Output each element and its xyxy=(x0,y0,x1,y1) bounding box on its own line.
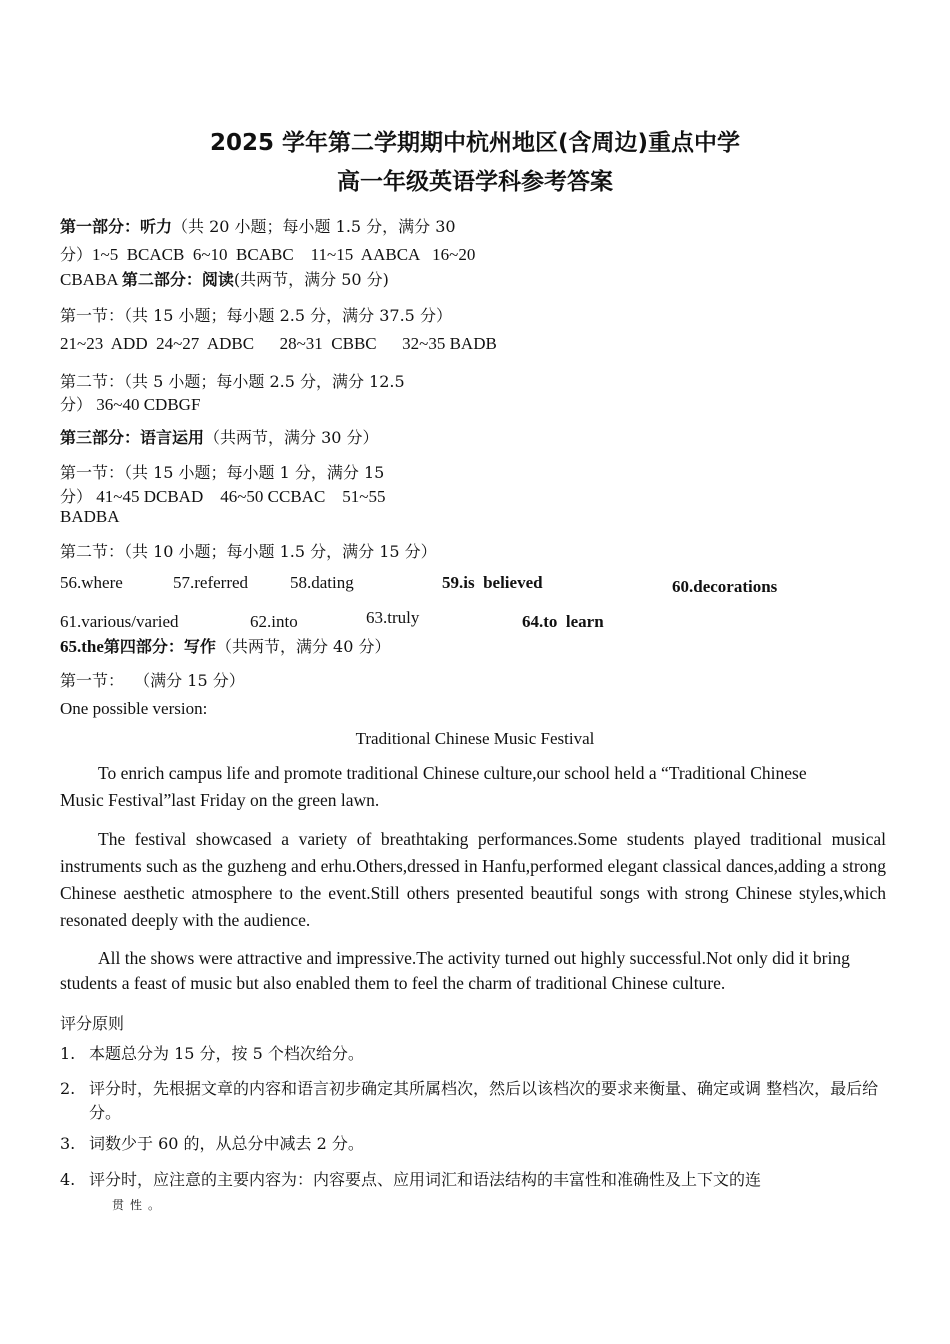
part1-line xyxy=(60,214,456,237)
part3-section1-line xyxy=(60,484,386,507)
part4-section1: 第一节： （满分 15 分） xyxy=(60,671,245,690)
part1-heading: 第一部分：听力 xyxy=(60,217,173,236)
answer-64: 64.to learn xyxy=(522,612,604,631)
possible-version-label: One possible version: xyxy=(60,699,208,718)
grading-item-text: 评分时，应注意的主要内容为：内容要点、应用词汇和语法结构的丰富性和准确性及上下文的连 xyxy=(89,1170,762,1189)
grading-item-text: 本题总分为 15 分，按 5 个档次给分。 xyxy=(89,1044,364,1063)
document-title: 2025 学年第二学期期中杭州地区(含周边)重点中学 xyxy=(209,130,741,156)
document-subtitle: 高一年级英语学科参考答案 xyxy=(337,169,613,195)
answer-60: 60.decorations xyxy=(672,577,778,596)
part1-desc: （共 20 小题；每小题 1.5 分，满分 30 xyxy=(172,217,456,236)
part4-heading: 第四部分：写作 xyxy=(103,637,216,656)
grading-heading: 评分原则 xyxy=(60,1014,125,1033)
part2-section1-answers: 21~23 ADD 24~27 ADBC 28~31 CBBC 32~35 BADB xyxy=(60,334,497,353)
part1-desc-end: 分） xyxy=(60,245,93,264)
part2-section2: 第二节：（共 5 小题；每小题 2.5 分，满分 12.5 xyxy=(60,372,405,391)
part3-desc: （共两节，满分 30 分） xyxy=(204,428,379,447)
part2-section2-line xyxy=(60,392,200,415)
part4-desc: （共两节，满分 40 分） xyxy=(215,637,391,656)
grading-item xyxy=(60,1077,880,1125)
part1-answers: 1~5 BCACB 6~10 BCABC 11~15 AABCA 16~20 xyxy=(92,245,476,264)
essay-paragraph-2: The festival showcased a variety of breathtaking performances.Some students played traditional musical instruments such as the guzheng and erhu.Others,dressed in Hanfu,performed elegant classical dances,adding a strong Chinese aesthetic atmosphere to the event.Still others presented beautiful songs with strong Chinese styles,which resonated deeply with the audience. xyxy=(60,829,886,930)
answer-59: 59.is believed xyxy=(442,573,543,592)
answer-57: 57.referred xyxy=(173,573,249,592)
part3-section2: 第二节：（共 10 小题；每小题 1.5 分，满分 15 分） xyxy=(60,542,437,561)
part2-section2-end: 分） xyxy=(60,395,93,414)
grading-item-number: 3. xyxy=(60,1134,76,1153)
grading-item-text: 评分时，先根据文章的内容和语言初步确定其所属档次，然后以该档次的要求来衡量、确定或调 整档次，最后给分。 xyxy=(89,1079,879,1122)
grading-item-text: 词数少于 60 的，从总分中减去 2 分。 xyxy=(89,1134,364,1153)
part2-heading: 第二部分：阅读 xyxy=(121,270,234,289)
answer-63: 63.truly xyxy=(366,608,420,627)
essay-paragraph-3: All the shows were attractive and impressive.The activity turned out highly successful.Not only did it bring students a feast of music but also enabled them to feel the charm of traditional Chinese culture. xyxy=(60,948,850,993)
part3-section1-answers: 41~45 DCBAD 46~50 CCBAC 51~55 xyxy=(96,487,386,506)
part3-heading: 第三部分：语言运用 xyxy=(60,428,205,447)
part3-section1-end: 分） xyxy=(60,487,93,506)
grading-item-number: 2. xyxy=(60,1079,76,1098)
answer-62: 62.into xyxy=(250,612,298,631)
part2-desc: (共两节，满分 50 分) xyxy=(233,270,389,289)
essay-title: Traditional Chinese Music Festival xyxy=(355,729,595,748)
part3-section1-answers-end: BADBA xyxy=(60,507,120,526)
part1-answers-line xyxy=(60,242,475,265)
part3-line xyxy=(60,425,379,448)
part1-answers-end: CBABA xyxy=(60,270,118,289)
answer-56: 56.where xyxy=(60,573,123,592)
part2-section2-answers: 36~40 CDBGF xyxy=(96,395,201,414)
essay-paragraph-1: To enrich campus life and promote traditional Chinese culture,our school held a “Traditional Chinese Music Festival”last Friday on the green lawn. xyxy=(60,763,807,810)
answer-58: 58.dating xyxy=(290,573,354,592)
grading-item-number: 1. xyxy=(60,1044,76,1063)
part1-part2-line xyxy=(60,267,389,290)
grading-item xyxy=(60,1168,880,1192)
part3-section1: 第一节：（共 15 小题；每小题 1 分，满分 15 xyxy=(60,463,385,482)
answer-61: 61.various/varied xyxy=(60,612,179,631)
answer65-part4-line xyxy=(60,634,390,657)
part2-section1: 第一节：（共 15 小题；每小题 2.5 分，满分 37.5 分） xyxy=(60,306,452,325)
grading-item xyxy=(60,1042,880,1066)
answer-65: 65.the xyxy=(60,637,104,656)
grading-item xyxy=(60,1132,880,1156)
grading-item-4-tail: 贯性。 xyxy=(112,1198,167,1212)
grading-item-number: 4. xyxy=(60,1170,76,1189)
